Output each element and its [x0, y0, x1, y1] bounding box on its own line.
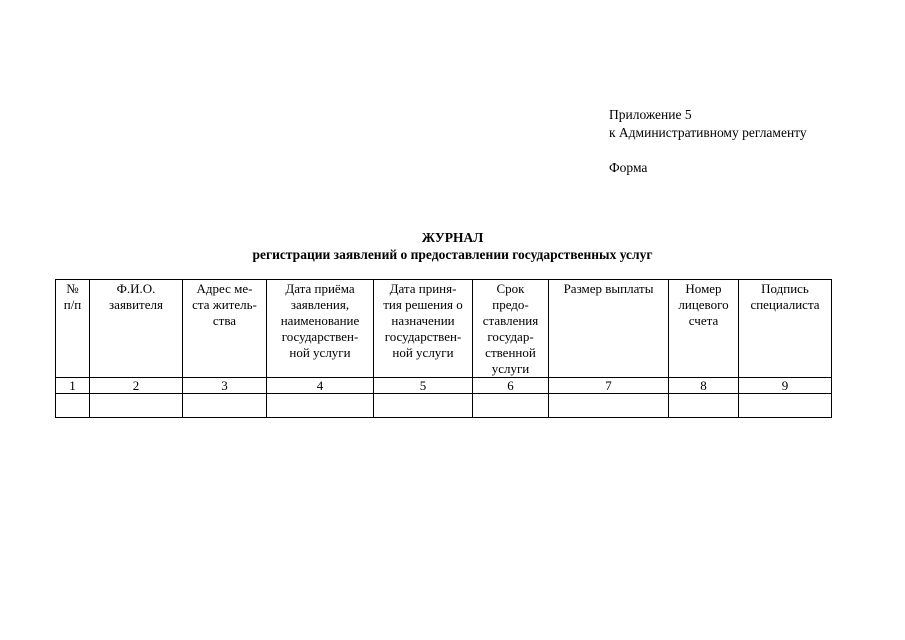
empty-cell	[374, 394, 473, 418]
journal-table	[55, 279, 832, 418]
header-text-line: тия решения о	[383, 297, 463, 312]
header-text-line: специалиста	[750, 297, 820, 312]
empty-cell	[56, 394, 90, 418]
column-number-cell: 5	[374, 378, 473, 394]
header-text-line: Адрес ме-	[196, 281, 253, 296]
empty-cell	[267, 394, 374, 418]
header-text-line: заявления,	[290, 297, 350, 312]
column-number-cell: 6	[473, 378, 549, 394]
header-cell-service-term	[473, 280, 549, 378]
header-cell-number	[56, 280, 90, 378]
header-text-line: №	[66, 281, 79, 296]
header-cell-applicant-name	[90, 280, 183, 378]
header-text-line: счета	[688, 313, 719, 328]
header-text-line: Срок	[496, 281, 525, 296]
header-text-line: лицевого	[678, 297, 729, 312]
header-text-line: Размер выплаты	[563, 281, 654, 296]
appendix-line-1: Приложение 5	[609, 107, 692, 122]
column-number-cell: 8	[669, 378, 739, 394]
column-number-cell: 9	[739, 378, 832, 394]
header-text-line: государствен-	[281, 329, 359, 344]
empty-cell	[549, 394, 669, 418]
header-text-line: заявителя	[109, 297, 163, 312]
header-text-line: Подпись	[761, 281, 809, 296]
column-number-cell: 2	[90, 378, 183, 394]
empty-cell	[90, 394, 183, 418]
appendix-line-2: к Административному регламенту	[609, 125, 807, 140]
title-main: ЖУРНАЛ	[421, 230, 484, 245]
header-text-line: услуги	[491, 361, 530, 376]
form-label: Форма	[609, 160, 648, 175]
empty-cell	[669, 394, 739, 418]
header-cell-specialist-signature	[739, 280, 832, 378]
document-title	[0, 229, 905, 263]
table-header-row	[56, 280, 832, 378]
table-row	[56, 394, 832, 418]
header-text-line: ной услуги	[289, 345, 351, 360]
header-text-line: назначении	[391, 313, 455, 328]
header-text-line: Номер	[685, 281, 722, 296]
empty-cell	[473, 394, 549, 418]
header-text-line: ставления	[482, 313, 539, 328]
header-cell-decision-date	[374, 280, 473, 378]
column-number-cell: 4	[267, 378, 374, 394]
header-text-line: ства	[212, 313, 237, 328]
title-subtitle: регистрации заявлений о предоставлении государственных услуг	[252, 247, 653, 262]
header-cell-address	[183, 280, 267, 378]
header-cell-payment-amount	[549, 280, 669, 378]
column-number-row	[56, 378, 832, 394]
column-number-cell: 1	[56, 378, 90, 394]
header-text-line: Дата приёма	[285, 281, 355, 296]
header-cell-account-number	[669, 280, 739, 378]
header-text-line: ной услуги	[392, 345, 454, 360]
column-number-cell: 3	[183, 378, 267, 394]
header-text-line: наименование	[280, 313, 360, 328]
appendix-note	[609, 106, 807, 177]
header-text-line: Ф.И.О.	[116, 281, 156, 296]
column-number-cell: 7	[549, 378, 669, 394]
header-text-line: государствен-	[384, 329, 462, 344]
header-text-line: ста житель-	[192, 297, 257, 312]
empty-cell	[739, 394, 832, 418]
header-cell-application-date	[267, 280, 374, 378]
empty-cell	[183, 394, 267, 418]
header-text-line: государ-	[487, 329, 534, 344]
header-text-line: Дата приня-	[389, 281, 457, 296]
header-text-line: ственной	[485, 345, 536, 360]
header-text-line: предо-	[492, 297, 529, 312]
header-text-line: п/п	[63, 297, 82, 312]
